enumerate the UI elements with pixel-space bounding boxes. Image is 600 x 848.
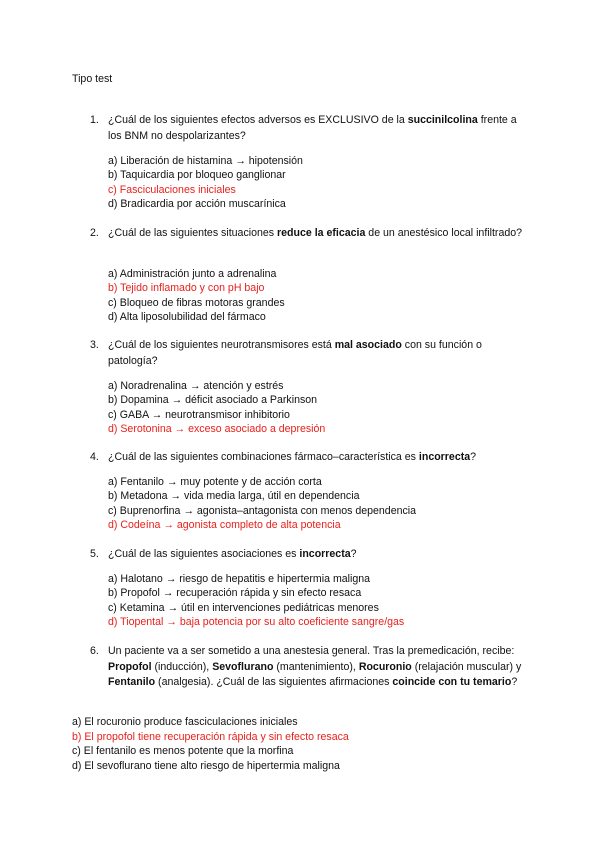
option-d: d) Bradicardia por acción muscarínica [108,198,286,211]
option-d-highlighted: d) Tiopental → baja potencia por su alto coeficiente sangre/gas [108,616,405,629]
question-number: 6. [90,645,99,657]
option-list [108,154,303,212]
doc-title: Tipo test [72,73,113,85]
question-number: 5. [90,548,99,560]
option-list [108,379,325,437]
option-d-highlighted: d) Codeína → agonista completo de alta potencia [108,519,341,532]
question-text: ¿Cuál de las siguientes situaciones reduce la eficacia de un anestésico local infiltrado? [108,227,523,239]
question-number: 4. [90,451,99,463]
option-a: a) Noradrenalina → atención y estrés [108,380,284,392]
question-text: ¿Cuál de los siguientes neurotransmisores está mal asociado con su función o patología? [108,339,482,367]
option-b: b) Metadona → vida media larga, útil en dependencia [108,490,360,503]
option-d: d) El sevoflurano tiene alto riesgo de hipertermia maligna [72,759,340,772]
question-6-option-list [72,715,349,773]
question-text: ¿Cuál de las siguientes combinaciones fármaco–característica es incorrecta? [108,451,477,463]
question-text: ¿Cuál de las siguientes asociaciones es incorrecta? [108,548,357,560]
option-c: c) Bloqueo de fibras motoras grandes [108,296,285,309]
option-a: a) Fentanilo → muy potente y de acción corta [108,476,322,488]
option-a: a) Administración junto a adrenalina [108,268,277,280]
option-c: c) El fentanilo es menos potente que la morfina [72,745,294,758]
question-number: 3. [90,339,99,351]
option-list [108,267,285,325]
option-a: a) Halotano → riesgo de hepatitis e hipertermia maligna [108,573,371,585]
option-a: a) El rocuronio produce fasciculaciones iniciales [72,716,298,728]
question-text: ¿Cuál de los siguientes efectos adversos es EXCLUSIVO de la succinilcolina frente a los BNM no despolarizantes? [108,114,517,142]
option-b: b) Taquicardia por bloqueo ganglionar [108,169,286,182]
option-c: c) Buprenorfina → agonista–antagonista con menos dependencia [108,504,417,517]
option-c-highlighted: c) Fasciculaciones iniciales [108,183,236,196]
option-b-highlighted: b) El propofol tiene recuperación rápida y sin efecto resaca [72,730,349,743]
question-number: 2. [90,227,99,239]
option-b-highlighted: b) Tejido inflamado y con pH bajo [108,282,265,295]
option-c: c) GABA → neurotransmisor inhibitorio [108,408,290,421]
option-b: b) Dopamina → déficit asociado a Parkinson [108,394,318,407]
option-list [108,475,416,533]
question-text: Un paciente va a ser sometido a una anestesia general. Tras la premedicación, recibe: Propofol (inducción), Sevoflurano (mantenimiento), Rocuronio (relajación muscular) y Fentanilo (analgesia). ¿Cuál de las siguientes afirmaciones coincide con tu temario? [108,645,522,688]
option-c: c) Ketamina → útil en intervenciones pediátricas menores [108,601,379,614]
option-d: d) Alta liposolubilidad del fármaco [108,311,266,324]
option-list [108,572,404,630]
question-number: 1. [90,114,99,126]
option-b: b) Propofol → recuperación rápida y sin efecto resaca [108,587,362,600]
option-a: a) Liberación de histamina → hipotensión [108,155,303,167]
option-d-highlighted: d) Serotonina → exceso asociado a depresión [108,423,326,436]
